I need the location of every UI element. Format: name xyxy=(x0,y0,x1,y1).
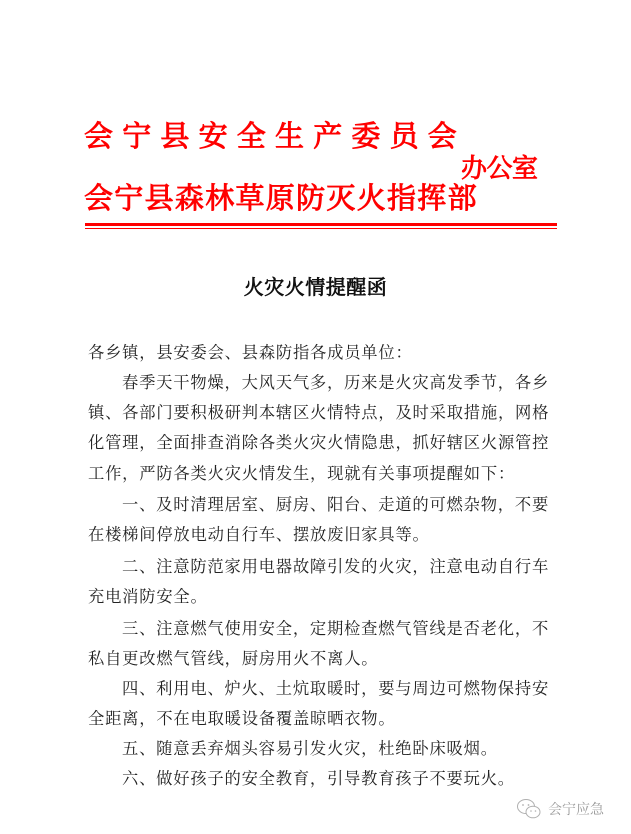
body-line: 镇、各部门要积极研判本辖区火情特点，及时采取措施，网格 xyxy=(88,403,550,422)
office-suffix: 办公室 xyxy=(461,154,538,184)
watermark-label: 会宁应急 xyxy=(548,802,604,818)
body-line: 工作，严防各类火灾火情发生，现就有关事项提醒如下： xyxy=(88,464,516,483)
item-5-line: 五、随意丢弃烟头容易引发火灾，杜绝卧床吸烟。 xyxy=(122,739,498,758)
watermark xyxy=(516,798,604,820)
item-1-line: 在楼梯间停放电动自行车、摆放废旧家具等。 xyxy=(88,525,430,544)
header-divider-thin xyxy=(85,228,557,229)
item-2-line: 二、注意防范家用电器故障引发的火灾，注意电动自行车 xyxy=(122,557,550,576)
org-name-line-1: 会宁县安全生产委员会 xyxy=(84,119,467,153)
item-3-line: 私自更改燃气管线，厨房用火不离人。 xyxy=(88,649,379,668)
item-2-line: 充电消防安全。 xyxy=(88,587,208,606)
item-4-line: 全距离，不在电取暖设备覆盖晾晒衣物。 xyxy=(88,709,396,728)
salutation: 各乡镇，县安委会、县森防指各成员单位： xyxy=(88,343,413,362)
item-4-line: 四、利用电、炉火、土炕取暖时，要与周边可燃物保持安 xyxy=(122,679,550,698)
body-line: 春季天干物燥，大风天气多，历来是火灾高发季节，各乡 xyxy=(122,373,550,392)
document-title: 火灾火情提醒函 xyxy=(243,275,388,299)
wechat-icon xyxy=(516,798,542,820)
item-3-line: 三、注意燃气使用安全，定期检查燃气管线是否老化，不 xyxy=(122,619,550,638)
header-divider-thick xyxy=(85,223,557,226)
item-1-line: 一、及时清理居室、厨房、阳台、走道的可燃杂物，不要 xyxy=(122,495,550,514)
item-6-line: 六、做好孩子的安全教育，引导教育孩子不要玩火。 xyxy=(122,769,515,788)
org-name-line-2: 会宁县森林草原防灭火指挥部 xyxy=(84,181,478,215)
body-line: 化管理，全面排查消除各类火灾火情隐患，抓好辖区火源管控 xyxy=(88,433,550,452)
